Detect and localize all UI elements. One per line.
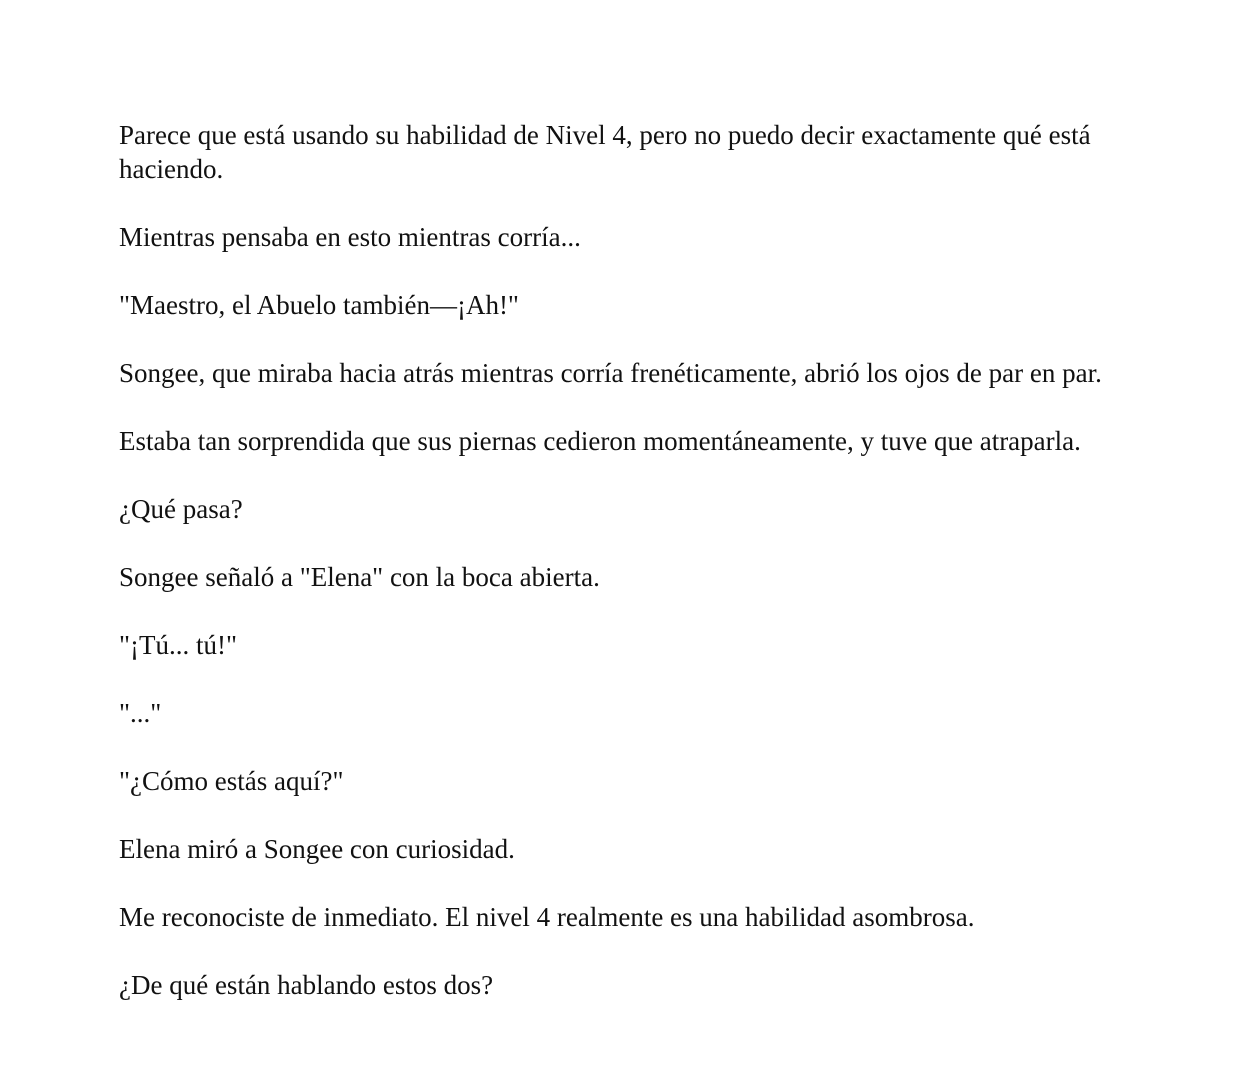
paragraph-10: "¿Cómo estás aquí?" [119, 766, 344, 796]
paragraph-7: Songee señaló a "Elena" con la boca abierta. [119, 562, 600, 592]
paragraph-5: Estaba tan sorprendida que sus piernas cedieron momentáneamente, y tuve que atraparla. [119, 426, 1081, 456]
paragraph-12: Me reconociste de inmediato. El nivel 4 realmente es una habilidad asombrosa. [119, 902, 975, 932]
paragraph-3: "Maestro, el Abuelo también—¡Ah!" [119, 290, 519, 320]
paragraph-13: ¿De qué están hablando estos dos? [119, 970, 494, 1000]
paragraph-8: "¡Tú... tú!" [119, 630, 238, 660]
paragraph-11: Elena miró a Songee con curiosidad. [119, 834, 515, 864]
paragraph-1: Parece que está usando su habilidad de Nivel 4, pero no puedo decir exactamente qué está haciendo. [119, 120, 1091, 184]
document-body [119, 118, 1129, 1036]
paragraph-2: Mientras pensaba en esto mientras corría... [119, 222, 581, 252]
paragraph-6: ¿Qué pasa? [119, 494, 243, 524]
paragraph-9: "..." [119, 698, 162, 728]
paragraph-4: Songee, que miraba hacia atrás mientras corría frenéticamente, abrió los ojos de par en par. [119, 358, 1102, 388]
